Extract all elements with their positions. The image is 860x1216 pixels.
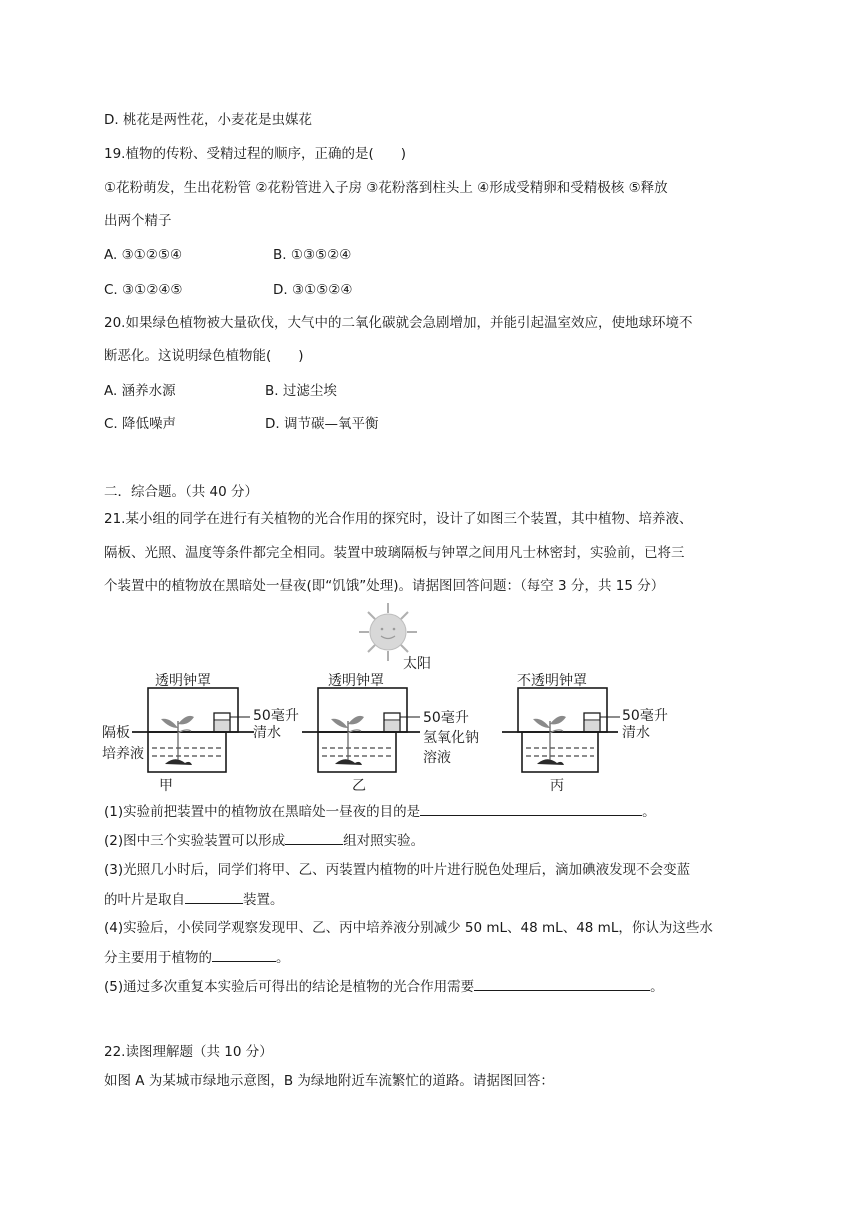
device-yi-liquid-line3: 溶液 xyxy=(423,750,451,766)
q21-sub2-text: (2)图中三个实验装置可以形成 xyxy=(104,833,286,849)
q21-sub4-text: 分主要用于植物的 xyxy=(104,950,212,966)
q21-sub4-line2 xyxy=(104,947,290,968)
q21-sub4-line1: (4)实验后，小侯同学观察发现甲、乙、丙中培养液分别减少 50 mL、48 mL、48 mL，你认为这些水 xyxy=(104,920,713,936)
q20-stem-line2: 断恶化。这说明绿色植物能( ) xyxy=(104,348,304,364)
q21-sub1-text: (1)实验前把装置中的植物放在黑暗处一昼夜的目的是 xyxy=(104,804,421,820)
q19-steps-line1: ①花粉萌发，生出花粉管 ②花粉管进入子房 ③花粉落到柱头上 ④形成受精卵和受精极核 ⑤释放 xyxy=(104,180,668,196)
q19-option-b: B. ①③⑤②④ xyxy=(273,247,352,263)
device-bing xyxy=(502,673,620,794)
q21-sub4-end: 。 xyxy=(276,950,290,966)
q21-sub5-end: 。 xyxy=(650,979,664,995)
q21-sub2 xyxy=(104,830,424,851)
q21-sub3-line1: (3)光照几小时后，同学们将甲、乙、丙装置内植物的叶片进行脱色处理后，滴加碘液发现不会变蓝 xyxy=(104,862,691,878)
device-yi-liquid-line1: 50毫升 xyxy=(423,710,469,726)
device-jia xyxy=(132,673,254,794)
q21-sub5 xyxy=(104,976,664,997)
q21-sub1-end: 。 xyxy=(642,804,656,820)
q21-sub3-end: 装置。 xyxy=(243,892,284,908)
device-jia-liquid-line2: 清水 xyxy=(253,725,281,741)
sun-icon xyxy=(359,603,417,661)
sun-label: 太阳 xyxy=(403,656,431,672)
device-jia-name: 甲 xyxy=(159,778,173,794)
q20-stem-line1: 20.如果绿色植物被大量砍伐，大气中的二氧化碳就会急剧增加，并能引起温室效应，使地球环境不 xyxy=(104,315,693,331)
device-yi xyxy=(302,673,420,794)
q21-sub5-text: (5)通过多次重复本实验后可得出的结论是植物的光合作用需要 xyxy=(104,979,475,995)
device-bing-liquid-line2: 清水 xyxy=(622,725,650,741)
device-yi-liquid-line2: 氢氧化钠 xyxy=(423,730,479,746)
q21-sub5-blank[interactable] xyxy=(474,976,650,991)
q19-steps-line2: 出两个精子 xyxy=(104,213,172,229)
device-jia-cover-label: 透明钟罩 xyxy=(155,673,211,689)
label-culture: 培养液 xyxy=(102,746,144,762)
q21-sub4-blank[interactable] xyxy=(212,947,276,962)
q19-option-a: A. ③①②⑤④ xyxy=(104,247,183,263)
experiment-figure xyxy=(90,600,730,805)
q21-sub3-text: 的叶片是取自 xyxy=(104,892,185,908)
label-partition: 隔板 xyxy=(102,725,130,741)
device-bing-cover-label: 不透明钟罩 xyxy=(517,673,587,689)
section2-title: 二．综合题。（共 40 分） xyxy=(104,484,259,500)
q21-sub3-line2 xyxy=(104,889,284,910)
q19-option-d: D. ③①⑤②④ xyxy=(273,282,353,298)
q21-stem-line2: 隔板、光照、温度等条件都完全相同。装置中玻璃隔板与钟罩之间用凡士林密封，实验前，已将三 xyxy=(104,545,685,561)
q21-stem-line1: 21.某小组的同学在进行有关植物的光合作用的探究时，设计了如图三个装置，其中植物、培养液、 xyxy=(104,511,693,527)
q21-sub2-end: 组对照实验。 xyxy=(343,833,425,849)
q20-option-a: A. 涵养水源 xyxy=(104,383,176,399)
q22-title: 22.读图理解题（共 10 分） xyxy=(104,1044,273,1060)
q19-option-c: C. ③①②④⑤ xyxy=(104,282,183,298)
device-bing-liquid-line1: 50毫升 xyxy=(622,708,668,724)
q21-sub3-blank[interactable] xyxy=(185,889,243,904)
q21-sub1-blank[interactable] xyxy=(420,801,642,816)
q21-stem-line3: 个装置中的植物放在黑暗处一昼夜(即“饥饿”处理)。请据图回答问题：（每空 3 分，共 15 分） xyxy=(104,578,665,594)
q21-sub2-blank[interactable] xyxy=(285,830,343,845)
q19-stem: 19.植物的传粉、受精过程的顺序，正确的是( ) xyxy=(104,146,407,162)
q20-option-b: B. 过滤尘埃 xyxy=(265,383,337,399)
q18-option-d: D. 桃花是两性花，小麦花是虫媒花 xyxy=(104,112,312,128)
device-yi-cover-label: 透明钟罩 xyxy=(328,673,384,689)
q22-stem: 如图 A 为某城市绿地示意图，B 为绿地附近车流繁忙的道路。请据图回答： xyxy=(104,1073,554,1089)
q21-sub1 xyxy=(104,801,656,822)
q20-option-c: C. 降低噪声 xyxy=(104,416,177,432)
device-jia-liquid-line1: 50毫升 xyxy=(253,708,299,724)
device-yi-name: 乙 xyxy=(352,778,366,794)
q20-option-d: D. 调节碳—氧平衡 xyxy=(265,416,379,432)
device-bing-name: 丙 xyxy=(550,778,564,794)
